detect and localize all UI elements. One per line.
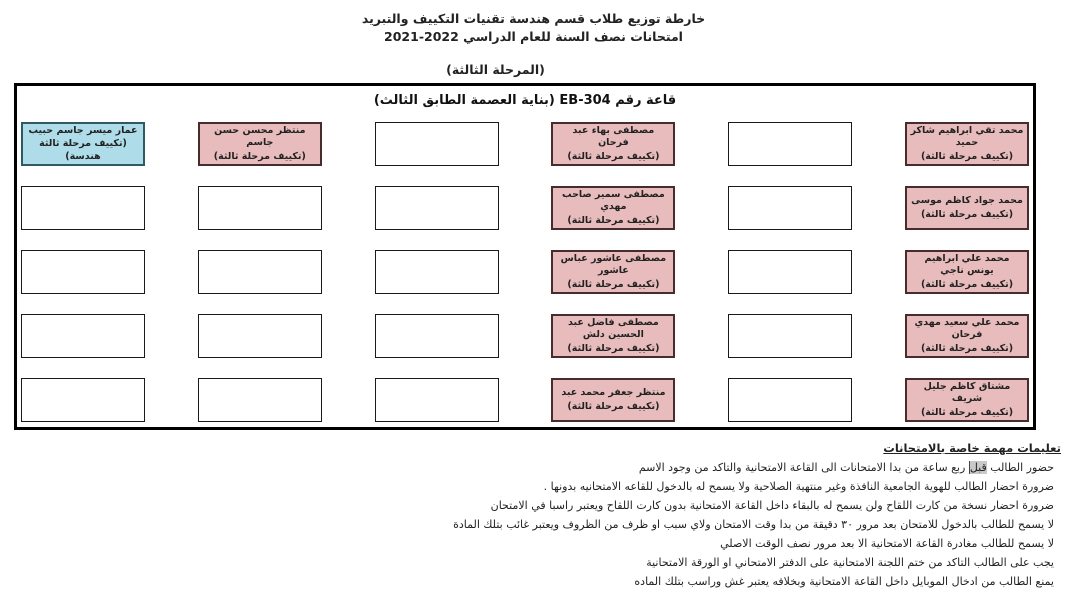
- student-stage-tag: (تكييف مرحلة ثالثة): [567, 400, 660, 412]
- empty-seat-box: [21, 314, 145, 358]
- student-stage-tag: (تكييف مرحلة ثالثة هندسة): [39, 138, 127, 162]
- student-seat-box: [198, 122, 322, 166]
- title-line-stage: (المرحلة الثالثة): [446, 62, 545, 77]
- student-name: مصطفى سمير صاحب مهدي: [562, 188, 665, 213]
- empty-seat-box: [21, 378, 145, 422]
- student-seat-box: [905, 122, 1029, 166]
- student-seat-box: [905, 186, 1029, 230]
- instruction-text: حضور الطالب: [986, 461, 1054, 474]
- student-stage-tag: (تكييف مرحلة ثالثة): [567, 150, 660, 162]
- seat-grid: [17, 122, 1033, 422]
- title-line-exam-year: امتحانات نصف السنة للعام الدراسي 2022-2021: [384, 29, 683, 44]
- empty-seat-box: [198, 186, 322, 230]
- student-stage-tag: (تكييف مرحلة ثالثة): [567, 342, 660, 354]
- title-line-department: خارطة توزيع طلاب قسم هندسة تقنيات التكييف والتبريد: [361, 11, 706, 26]
- instruction-line: ضرورة احضار الطالب للهوية الجامعية النافذة وغير منتهية الصلاحية ولا يسمح له بالدخول للقاعه الامتحانيه بدونها .: [543, 480, 1054, 493]
- student-seat-box: [905, 250, 1029, 294]
- instruction-line: لا يسمح للطالب مغادرة القاعة الامتحانية الا بعد مرور نصف الوقت الاصلي: [720, 537, 1054, 550]
- empty-seat-box: [728, 122, 852, 166]
- student-seat-box: [551, 250, 675, 294]
- empty-seat-box: [198, 250, 322, 294]
- instruction-text: ربع ساعة من بدا الامتحانات الى القاعة الامتحانية والتاكد من وجود الاسم: [638, 461, 969, 474]
- student-name: مشتاق كاظم جليل شريف: [923, 380, 1011, 405]
- student-seat-box: [551, 378, 675, 422]
- empty-seat-box: [198, 378, 322, 422]
- empty-seat-box: [375, 250, 499, 294]
- highlighted-word: قبل: [969, 461, 987, 474]
- student-stage-tag: (تكييف مرحلة ثالثة): [920, 342, 1014, 354]
- student-name: منتظر محسن حسن جاسم: [214, 124, 306, 149]
- student-stage-tag: (تكييف مرحلة ثالثة): [567, 214, 660, 226]
- instructions-section: [341, 437, 1061, 589]
- instruction-line: يجب على الطالب التاكد من ختم اللجنة الامتحانية على الدفتر الامتحاني او الورقة الامتحانية: [646, 556, 1054, 569]
- empty-seat-box: [21, 186, 145, 230]
- student-name: عمار ميسر جاسم حبيب: [28, 124, 138, 136]
- student-name: محمد علي ابراهيم يونس ناجي: [924, 252, 1010, 277]
- student-name: محمد تقي ابراهيم شاكر حميد: [910, 124, 1024, 149]
- student-seat-box: [551, 314, 675, 358]
- empty-seat-box: [21, 250, 145, 294]
- instruction-line: لا يسمح للطالب بالدخول للامتحان بعد مرور ٣٠ دقيقة من بدا وقت الامتحان ولاي سبب او ظرف من الظروف ويعتبر غائب بتلك المادة: [453, 518, 1054, 531]
- instruction-line: ضرورة احضار نسخة من كارت اللقاح ولن يسمح له بالبقاء داخل القاعة الامتحانية بدون كارت اللقاح ويعتبر راسبا في الامتحان: [490, 499, 1054, 512]
- student-name: محمد علي سعيد مهدي فرحان: [914, 316, 1020, 341]
- instructions-heading: تعليمات مهمة خاصة بالامتحانات: [883, 441, 1061, 455]
- exam-hall-container: [14, 83, 1036, 430]
- student-stage-tag: (تكييف مرحلة ثالثة): [920, 278, 1014, 290]
- empty-seat-box: [198, 314, 322, 358]
- student-seat-box: [551, 122, 675, 166]
- instruction-line: [341, 458, 1061, 477]
- instructions-list: [341, 458, 1061, 589]
- empty-seat-box: [728, 314, 852, 358]
- student-stage-tag: (تكييف مرحلة ثالثة): [920, 406, 1014, 418]
- student-seat-box: [905, 314, 1029, 358]
- empty-seat-box: [375, 378, 499, 422]
- empty-seat-box: [375, 186, 499, 230]
- empty-seat-box: [728, 250, 852, 294]
- instruction-line: يمنع الطالب من ادخال الموبايل داخل القاعة الامتحانية وبخلافه يعتبر غش وراسب بتلك الماده: [634, 575, 1054, 588]
- student-name: مصطفى عاشور عباس عاشور: [560, 252, 667, 277]
- empty-seat-box: [375, 314, 499, 358]
- student-name: محمد جواد كاظم موسى: [911, 195, 1023, 206]
- student-stage-tag: (تكييف مرحلة ثالثة): [567, 278, 660, 290]
- student-name: منتظر جعفر محمد عبد: [561, 387, 666, 398]
- student-stage-tag: (تكييف مرحلة ثالثة): [213, 150, 306, 162]
- empty-seat-box: [728, 186, 852, 230]
- student-seat-box: [905, 378, 1029, 422]
- student-seat-box: [21, 122, 145, 166]
- student-name: مصطفى بهاء عبد فرحان: [572, 124, 655, 149]
- student-stage-tag: (تكييف مرحلة ثالثة): [920, 150, 1014, 162]
- student-name: مصطفى فاضل عبد الحسين دلش: [567, 316, 659, 341]
- student-seat-box: [551, 186, 675, 230]
- document-title-block: [0, 10, 1067, 79]
- empty-seat-box: [728, 378, 852, 422]
- student-stage-tag: (تكييف مرحلة ثالثة): [920, 208, 1014, 220]
- hall-title: قاعة رقم EB-304 (بناية العصمة الطابق الثالث): [373, 93, 677, 108]
- empty-seat-box: [375, 122, 499, 166]
